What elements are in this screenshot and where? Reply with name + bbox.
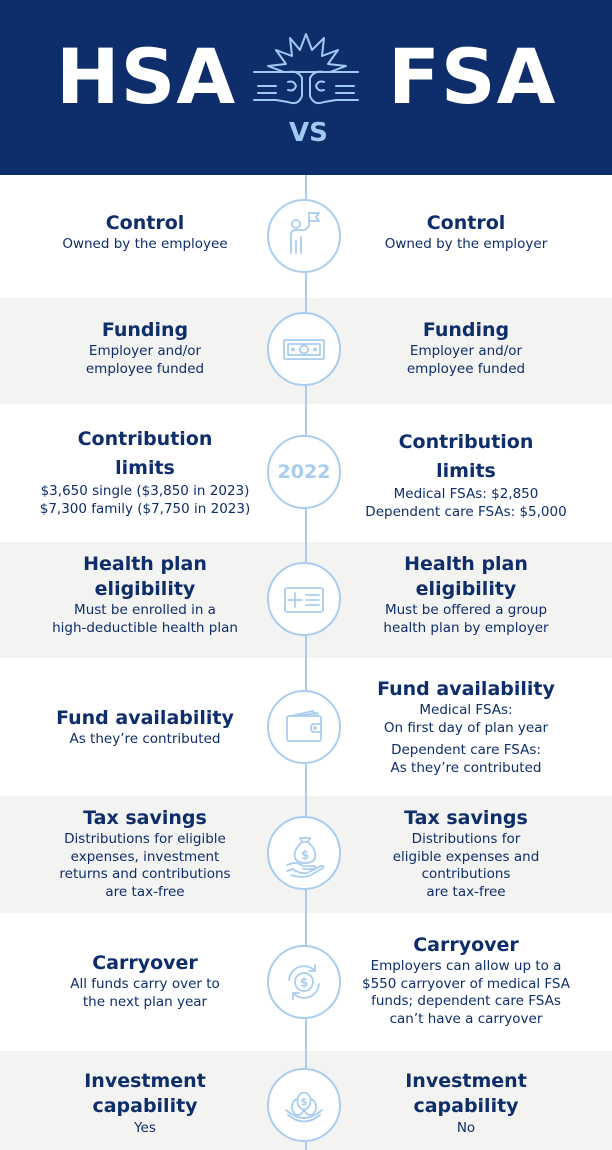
hsa-health-plan-line2: high-deductible health plan [52,619,238,636]
hsa-health-plan-title-2: eligibility [94,578,196,600]
person-with-flag-icon [269,201,339,271]
hsa-contribution-title-1: Contribution [77,428,213,450]
fsa-contribution-dependent: Dependent care FSAs: $5,000 [365,503,567,520]
svg-text:$: $ [300,1097,308,1108]
nest-egg-icon [269,1070,339,1140]
funding-icon-circle [267,312,341,386]
carryover-icon-circle [267,945,341,1019]
hsa-title: HSA [56,32,237,121]
header-banner [0,0,612,175]
fsa-funding-line2: employee funded [406,360,526,377]
fsa-control [336,211,596,254]
wallet-icon [269,692,339,762]
hsa-investment-title-1: Investment [84,1070,206,1092]
fsa-contribution [336,428,596,521]
fsa-health-plan [336,552,596,637]
hsa-funding [15,318,275,378]
fsa-investment-value: No [456,1120,476,1136]
hsa-carryover-title: Carryover [92,952,198,974]
fund-availability-icon-circle [267,690,341,764]
fsa-tax-savings-line1: Distributions for [411,831,521,847]
fsa-carryover-title: Carryover [413,934,519,956]
fsa-tax-savings-line3: contributions [421,866,511,882]
health-plan-icon-circle [267,562,341,636]
hsa-contribution-single: $3,650 single ($3,850 in 2023) [40,483,250,499]
fsa-contribution-title-2: limits [436,460,496,482]
hsa-tax-savings-line3: returns and contributions [59,866,231,882]
hsa-investment-value: Yes [134,1120,156,1136]
fsa-fund-availability-dependent-label: Dependent care FSAs: [391,742,541,758]
money-bill-icon [269,314,339,384]
hsa-tax-savings [15,806,275,901]
hsa-contribution-title-2: limits [115,457,175,479]
hsa-control-title: Control [105,212,185,234]
tax-savings-icon-circle [267,816,341,890]
control-icon-circle [267,199,341,273]
fsa-title: FSA [388,32,557,121]
hsa-contribution-family: $7,300 family ($7,750 in 2023) [39,500,251,517]
fsa-investment-title-1: Investment [405,1070,527,1092]
hsa-carryover [15,951,275,1011]
fsa-tax-savings-title: Tax savings [404,807,528,829]
hsa-contribution [15,425,275,518]
svg-text:$: $ [300,848,310,862]
fsa-fund-availability-medical-label: Medical FSAs: [419,702,513,718]
fsa-funding-title: Funding [422,319,510,341]
vs-label: VS [289,118,328,148]
dollar-cycle-icon [269,947,339,1017]
year-circle [267,435,341,509]
hsa-carryover-line1: All funds carry over to [70,976,220,992]
fsa-funding [336,318,596,378]
fsa-fund-availability-medical-text: On first day of plan year [383,719,549,736]
fsa-carryover-line3: funds; dependent care FSAs [371,993,561,1009]
fsa-carryover [336,933,596,1028]
fsa-contribution-title-1: Contribution [398,431,534,453]
hsa-control-text: Owned by the employee [62,236,228,252]
fsa-control-title: Control [426,212,506,234]
fsa-investment [336,1069,596,1138]
hsa-tax-savings-line1: Distributions for eligible [64,831,226,847]
hsa-health-plan-line1: Must be enrolled in a [74,602,216,618]
year-label: 2022 [277,461,331,483]
money-bag-hand-icon [269,818,339,888]
fsa-fund-availability [336,677,596,777]
fsa-health-plan-title-1: Health plan [404,553,528,575]
fsa-tax-savings-line4: are tax-free [426,883,506,900]
fsa-health-plan-line2: health plan by employer [383,619,549,636]
fsa-health-plan-line1: Must be offered a group [384,602,548,618]
hsa-fund-availability [15,706,275,749]
fsa-fund-availability-title: Fund availability [377,678,555,700]
health-card-icon [269,564,339,634]
fsa-control-text: Owned by the employer [384,236,548,252]
fsa-health-plan-title-2: eligibility [415,578,517,600]
fsa-investment-title-2: capability [413,1095,519,1117]
fist-bump-icon [252,30,360,114]
fsa-tax-savings-line2: eligible expenses and [392,848,540,865]
hsa-funding-title: Funding [101,319,189,341]
investment-icon-circle [267,1068,341,1142]
fsa-contribution-medical: Medical FSAs: $2,850 [393,486,539,502]
fsa-funding-line1: Employer and/or [409,343,523,359]
hsa-tax-savings-title: Tax savings [83,807,207,829]
hsa-control [15,211,275,254]
hsa-tax-savings-line4: are tax-free [105,883,185,900]
fsa-tax-savings [336,806,596,901]
fsa-carryover-line4: can’t have a carryover [389,1010,543,1027]
fsa-carryover-line1: Employers can allow up to a [370,958,562,974]
hsa-funding-line2: employee funded [85,360,205,377]
hsa-fund-availability-text: As they’re contributed [69,731,221,747]
hsa-health-plan-title-1: Health plan [83,553,207,575]
fsa-carryover-line2: $550 carryover of medical FSA [362,975,570,992]
svg-text:$: $ [299,975,309,990]
hsa-investment-title-2: capability [92,1095,198,1117]
fsa-fund-availability-dependent-text: As they’re contributed [390,759,542,776]
hsa-tax-savings-line2: expenses, investment [70,848,220,865]
hsa-fund-availability-title: Fund availability [56,707,234,729]
hsa-funding-line1: Employer and/or [88,343,202,359]
hsa-investment [15,1069,275,1138]
hsa-health-plan [15,552,275,637]
hsa-carryover-line2: the next plan year [82,993,208,1010]
